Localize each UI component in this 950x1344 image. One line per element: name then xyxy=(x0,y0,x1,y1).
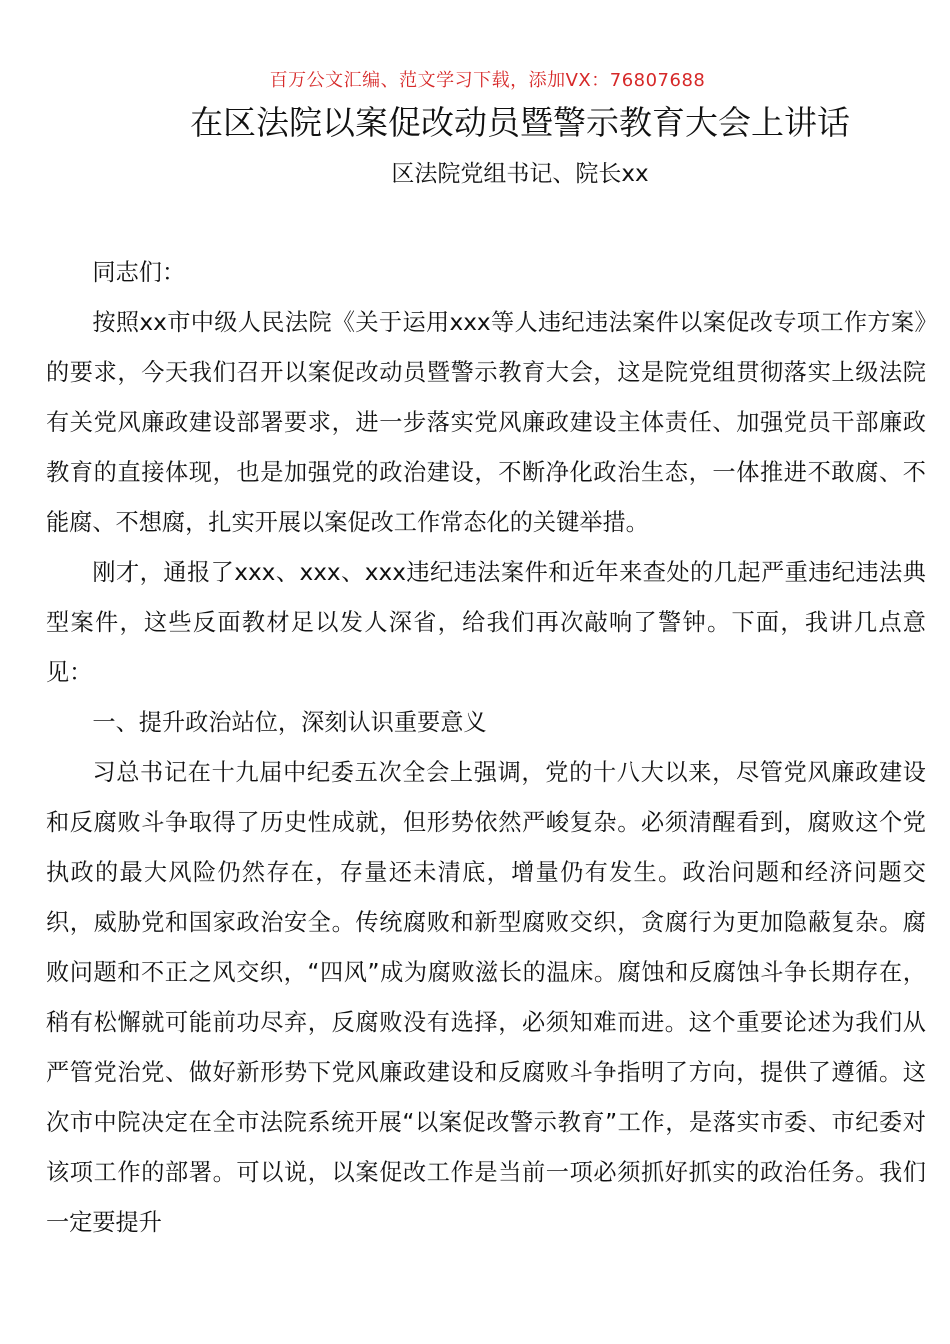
salutation: 同志们： xyxy=(92,259,186,286)
page-title: 在区法院以案促改动员暨警示教育大会上讲话 xyxy=(190,103,850,142)
paragraph: 按照xx市中级人民法院《关于运用xxx等人违纪违法案件以案促改专项工作方案》的要求，今天我们召开以案促改动员暨警示教育大会，这是院党组贯彻落实上级法院有关党风廉政建设部署要求，进一步落实党风廉政建设主体责任、加强党员干部廉政教育的直接体现，也是加强党的政治建设，不断净化政治生态，一体推进不敢腐、不能腐、不想腐，扎实开展以案促改工作常态化的关键举措。 xyxy=(46,309,926,536)
document-body xyxy=(46,248,926,1248)
paragraph: 刚才，通报了xxx、xxx、xxx违纪违法案件和近年来查处的几起严重违纪违法典型案件，这些反面教材足以发人深省，给我们再次敲响了警钟。下面，我讲几点意见： xyxy=(46,559,926,686)
paragraph: 习总书记在十九届中纪委五次全会上强调，党的十八大以来，尽管党风廉政建设和反腐败斗争取得了历史性成就，但形势依然严峻复杂。必须清醒看到，腐败这个党执政的最大风险仍然存在，存量还未清底，增量仍有发生。政治问题和经济问题交织，威胁党和国家政治安全。传统腐败和新型腐败交织，贪腐行为更加隐蔽复杂。腐败问题和不正之风交织，“四风”成为腐败滋长的温床。腐蚀和反腐蚀斗争长期存在，稍有松懈就可能前功尽弃，反腐败没有选择，必须知难而进。这个重要论述为我们从严管党治党、做好新形势下党风廉政建设和反腐败斗争指明了方向，提供了遵循。这次市中院决定在全市法院系统开展“以案促改警示教育”工作，是落实市委、市纪委对该项工作的部署。可以说，以案促改工作是当前一项必须抓好抓实的政治任务。我们一定要提升 xyxy=(46,759,926,1236)
section-heading: 一、提升政治站位，深刻认识重要意义 xyxy=(92,709,487,736)
watermark-text: 百万公文汇编、范文学习下载，添加VX：76807688 xyxy=(269,70,706,91)
author-line: 区法院党组书记、院长xx xyxy=(391,161,649,187)
